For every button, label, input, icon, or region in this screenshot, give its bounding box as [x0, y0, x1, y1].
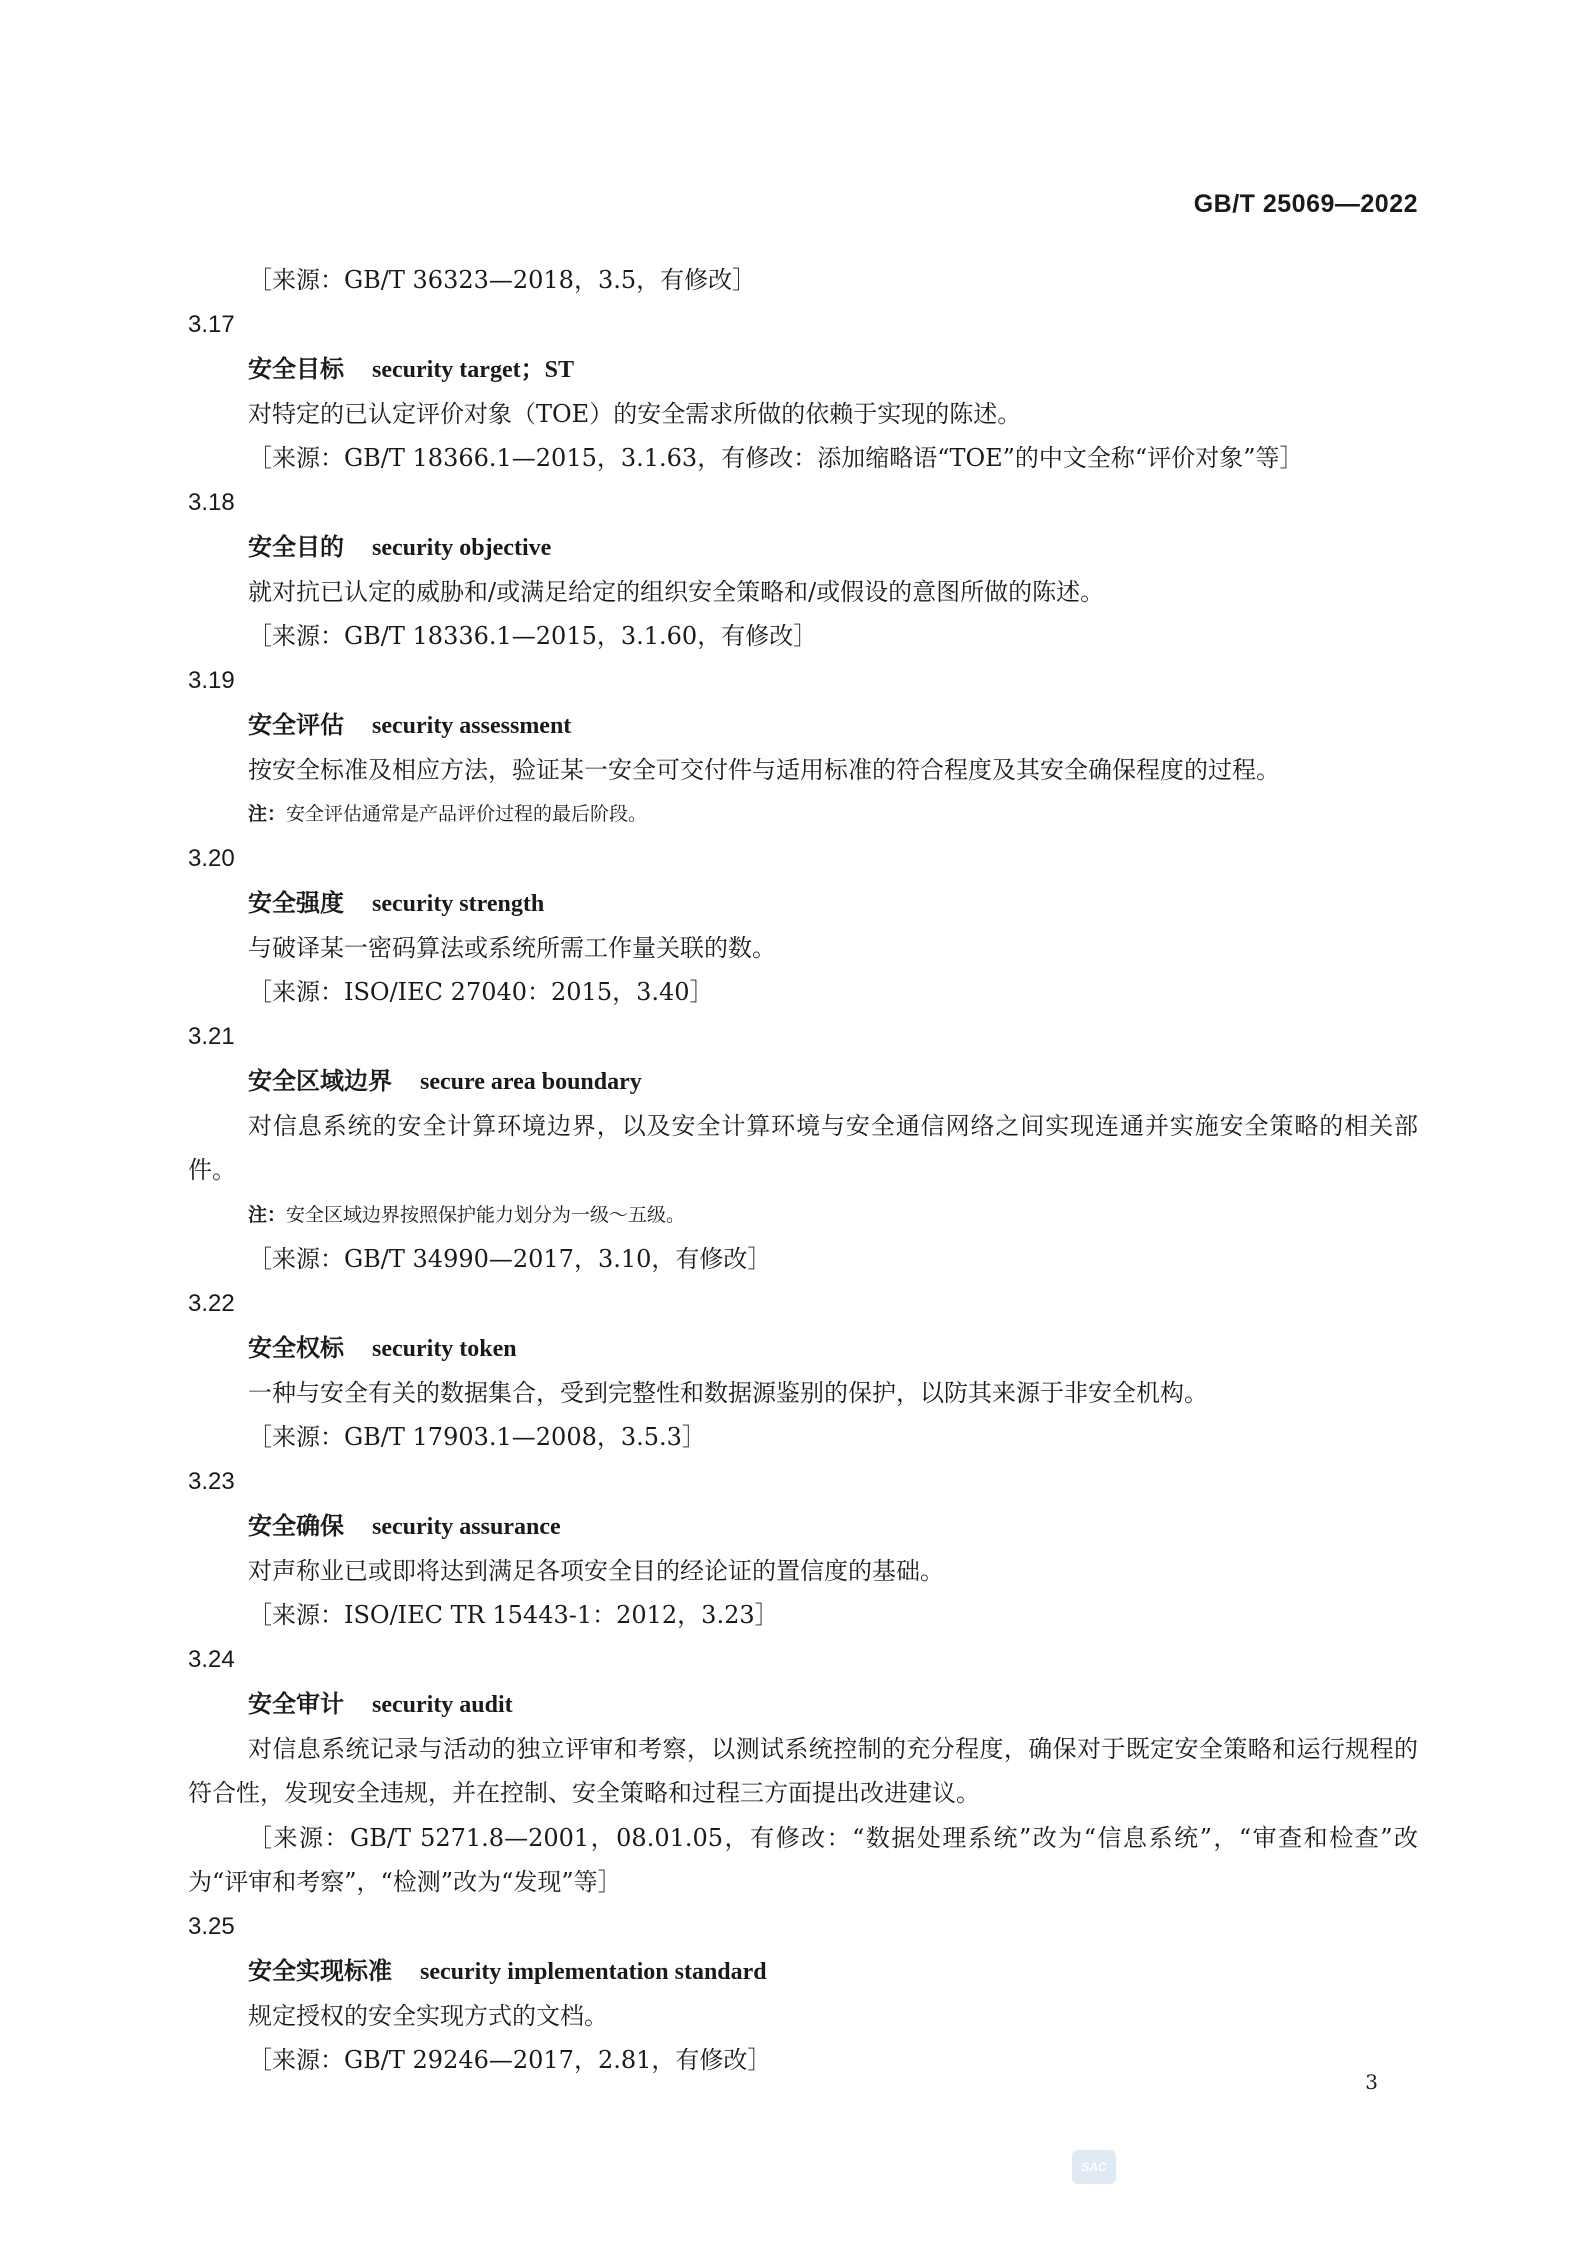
- note: [188, 792, 1418, 837]
- definition-paragraph: ［来源：GB/T 5271.8—2001，08.01.05，有修改：“数据处理系统”改为“信息系统”，“审查和检查”改为“评审和考察”，“检测”改为“发现”等］: [188, 1823, 1418, 1896]
- definition-text: 对特定的已认定评价对象（TOE）的安全需求所做的依赖于实现的陈述。: [248, 399, 1022, 428]
- source-reference: ［来源：ISO/IEC 27040：2015，3.40］: [248, 978, 714, 1006]
- standard-number: GB/T 25069—2022: [1193, 190, 1418, 218]
- term-entry: [188, 525, 1418, 570]
- clause-number: 3.17: [188, 310, 235, 338]
- definition-text: 规定授权的安全实现方式的文档。: [248, 2001, 608, 2030]
- term-entry: [188, 1682, 1418, 1727]
- term-entry: [188, 1504, 1418, 1549]
- sac-logo-icon: SAC: [1072, 2150, 1116, 2184]
- term-en: security assessment: [372, 713, 572, 739]
- clause-number: 3.24: [188, 1645, 235, 1673]
- note-text: 安全评估通常是产品评价过程的最后阶段。: [286, 803, 648, 825]
- clause-number: 3.23: [188, 1467, 235, 1495]
- source-reference: ［来源：GB/T 17903.1—2008，3.5.3］: [248, 1423, 706, 1451]
- term-zh: 安全审计: [248, 1689, 344, 1718]
- term-en: security assurance: [372, 1514, 561, 1540]
- clause-number: 3.21: [188, 1022, 235, 1050]
- definition-text: 一种与安全有关的数据集合，受到完整性和数据源鉴别的保护，以防其来源于非安全机构。: [248, 1378, 1208, 1407]
- term-en: security target；ST: [372, 357, 574, 383]
- clause-number: 3.18: [188, 488, 235, 516]
- source-reference: ［来源：GB/T 36323—2018，3.5，有修改］: [248, 266, 757, 294]
- note-label: 注：: [248, 1203, 287, 1226]
- definition-paragraph: 对信息系统的安全计算环境边界，以及安全计算环境与安全通信网络之间实现连通并实施安全策略的相关部件。: [188, 1111, 1418, 1184]
- term-zh: 安全确保: [248, 1511, 344, 1540]
- term-en: security audit: [372, 1692, 513, 1718]
- source-reference: ［来源：ISO/IEC TR 15443-1：2012，3.23］: [248, 1601, 779, 1629]
- note-text: 安全区域边界按照保护能力划分为一级～五级。: [286, 1203, 686, 1226]
- definition-text: 就对抗已认定的威胁和/或满足给定的组织安全策略和/或假设的意图所做的陈述。: [248, 577, 1105, 606]
- term-entry: [188, 347, 1418, 392]
- term-en: security implementation standard: [420, 1959, 767, 1985]
- clause-number: 3.22: [188, 1289, 235, 1317]
- source-reference: ［来源：GB/T 18336.1—2015，3.1.60，有修改］: [248, 622, 818, 650]
- term-entry: [188, 881, 1418, 926]
- page-number: 3: [1365, 2070, 1378, 2094]
- term-zh: 安全区域边界: [248, 1066, 392, 1095]
- term-zh: 安全评估: [248, 710, 344, 739]
- term-en: secure area boundary: [420, 1069, 642, 1095]
- term-zh: 安全目的: [248, 532, 344, 561]
- source-reference: ［来源：GB/T 34990—2017，3.10，有修改］: [248, 1245, 772, 1273]
- note-label: 注：: [248, 803, 287, 825]
- definition-text: 对声称业已或即将达到满足各项安全目的经论证的置信度的基础。: [248, 1556, 944, 1585]
- term-entry: [188, 1949, 1418, 1994]
- clause-number: 3.19: [188, 666, 235, 694]
- term-entry: [188, 1326, 1418, 1371]
- term-zh: 安全目标: [248, 354, 344, 383]
- term-zh: 安全强度: [248, 888, 344, 917]
- clause-number: 3.25: [188, 1912, 235, 1940]
- document-body: [188, 258, 1418, 2083]
- term-en: security objective: [372, 535, 552, 561]
- term-zh: 安全权标: [248, 1333, 344, 1362]
- definition-paragraph: 对信息系统记录与活动的独立评审和考察，以测试系统控制的充分程度，确保对于既定安全策略和运行规程的符合性，发现安全违规，并在控制、安全策略和过程三方面提出改进建议。: [188, 1734, 1418, 1807]
- term-entry: [188, 1059, 1418, 1104]
- term-en: security token: [372, 1336, 517, 1362]
- source-reference: ［来源：GB/T 29246—2017，2.81，有修改］: [248, 2046, 772, 2074]
- source-reference: ［来源：GB/T 18366.1—2015，3.1.63，有修改：添加缩略语“TOE”的中文全称“评价对象”等］: [248, 444, 1304, 472]
- definition-text: 按安全标准及相应方法，验证某一安全可交付件与适用标准的符合程度及其安全确保程度的过程。: [248, 755, 1280, 784]
- term-entry: [188, 703, 1418, 748]
- term-en: security strength: [372, 891, 545, 917]
- clause-number: 3.20: [188, 844, 235, 872]
- note: [188, 1193, 1418, 1238]
- term-zh: 安全实现标准: [248, 1956, 392, 1985]
- definition-text: 与破译某一密码算法或系统所需工作量关联的数。: [248, 933, 776, 962]
